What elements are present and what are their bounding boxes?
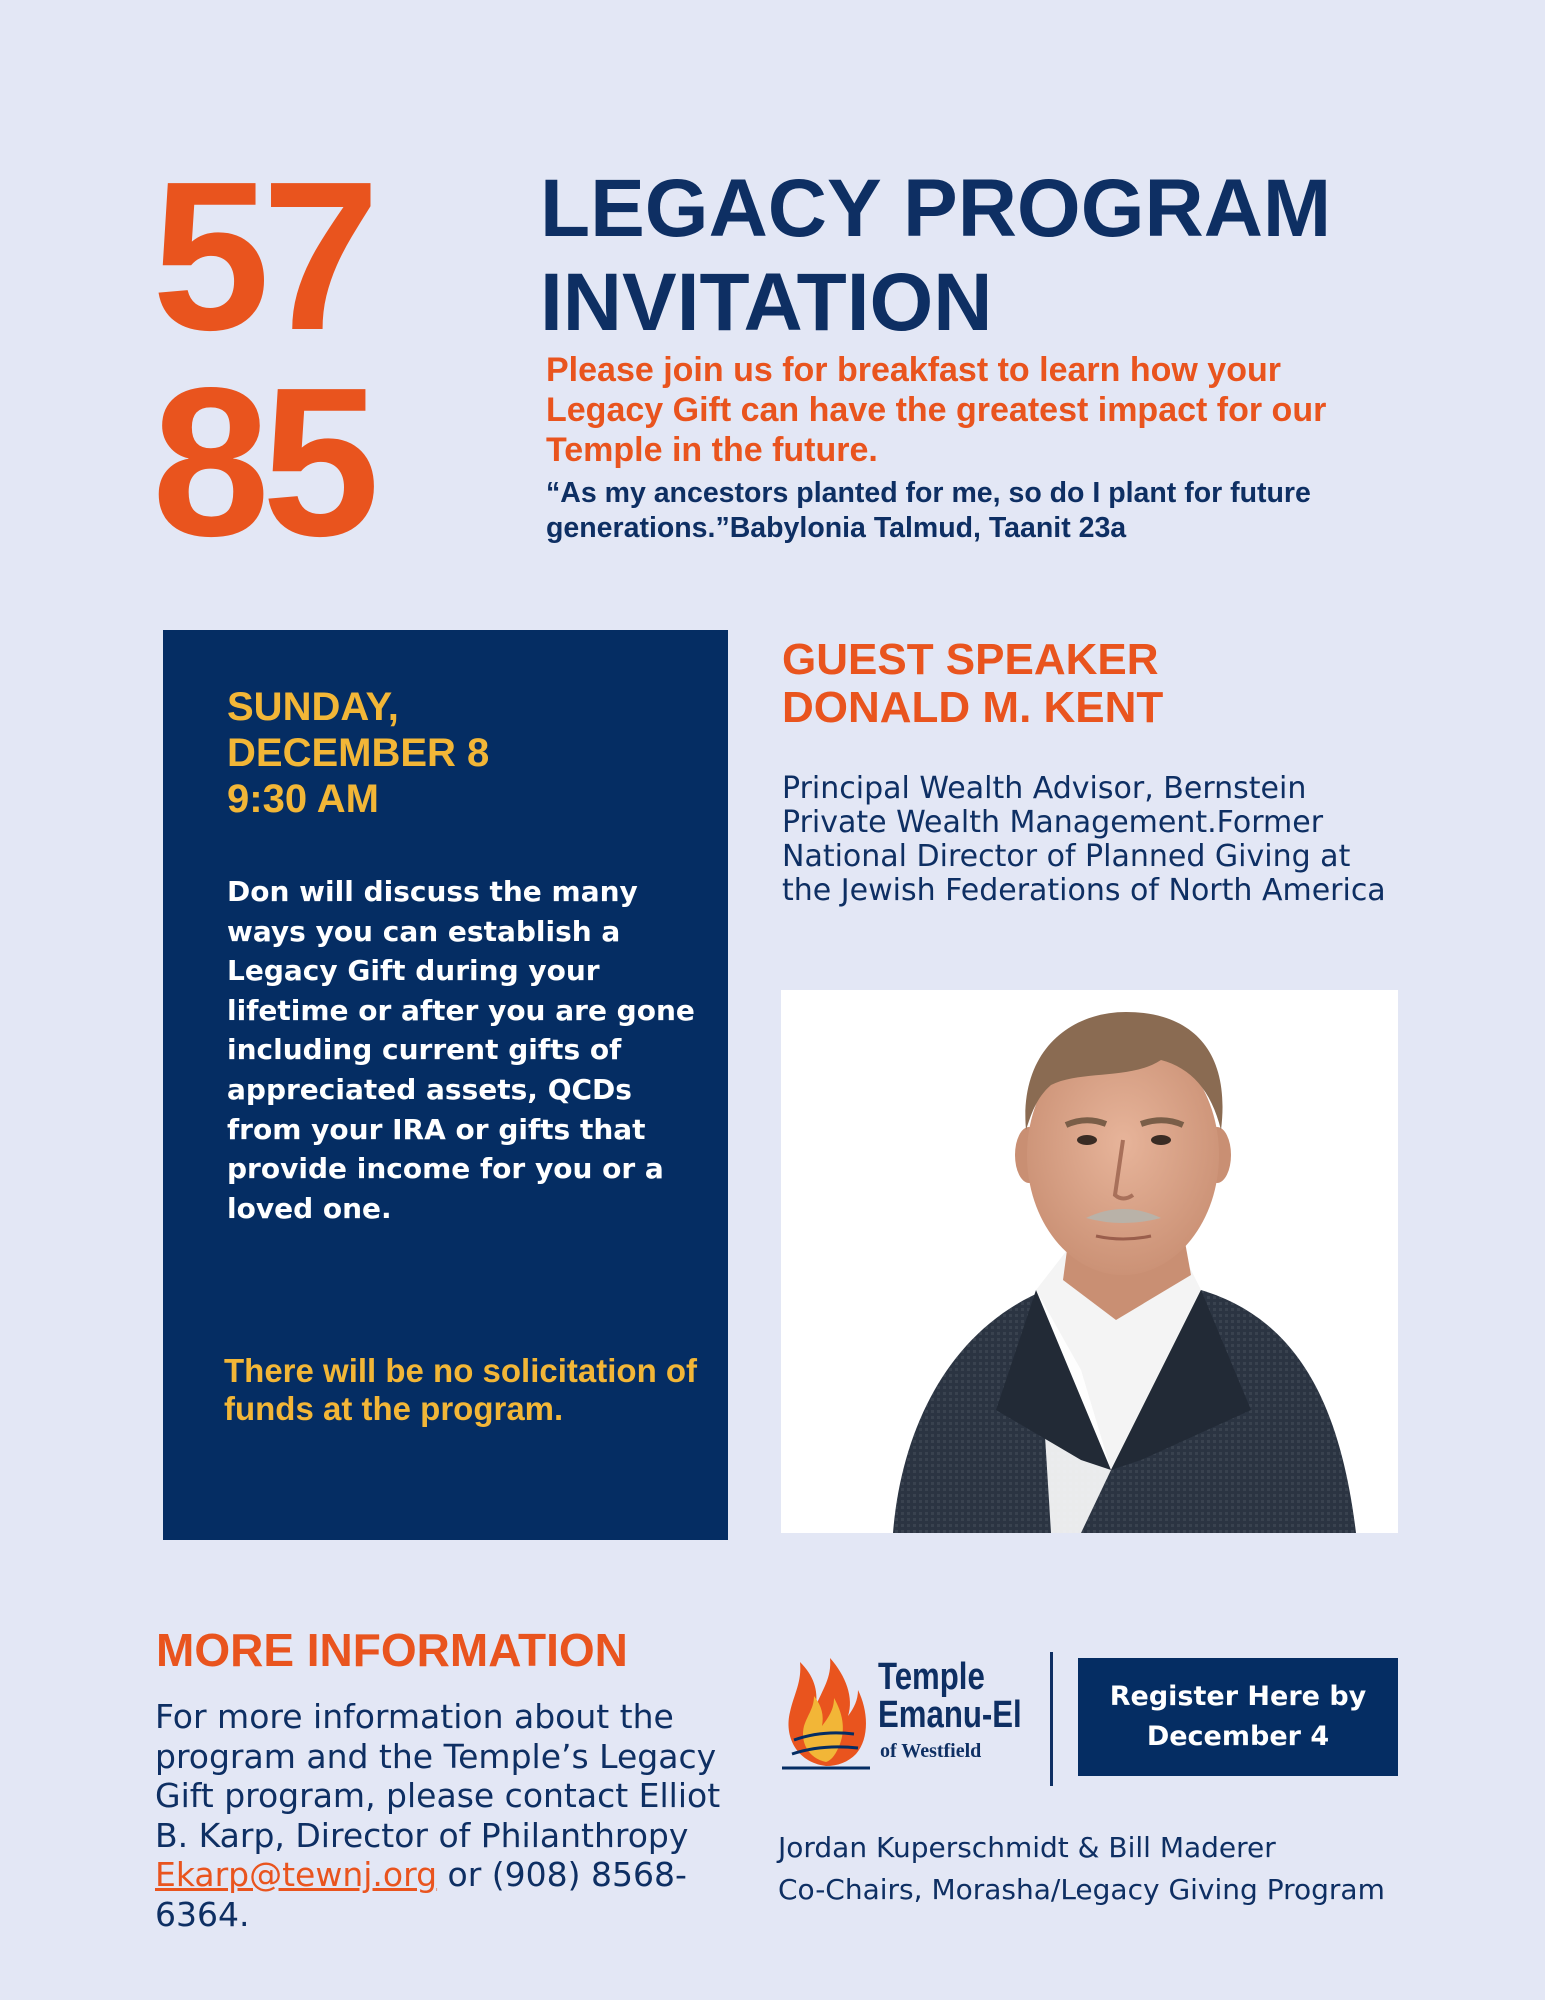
flame-icon (782, 1654, 870, 1772)
temple-logo (782, 1654, 1062, 1774)
logo-line-2: Emanu-El (878, 1694, 1022, 1736)
co-chairs-title: Co-Chairs, Morasha/Legacy Giving Program (778, 1873, 1385, 1906)
more-info-body (155, 1697, 735, 1934)
register-line-1: Register Here by (1109, 1681, 1367, 1712)
event-description: Don will discuss the many ways you can establish a Legacy Gift during your lifetime or after you are gone including current gifts of appreciated assets, QCDs from your IRA or gifts that provide income for you or a loved one. (227, 875, 695, 1225)
contact-email-link[interactable]: Ekarp@tewnj.org (155, 1855, 438, 1894)
year-top: 57 (152, 137, 372, 374)
intro-text: Please join us for breakfast to learn how your Legacy Gift can have the greatest impact for our Temple in the future. (546, 351, 1327, 469)
speaker-label: GUEST SPEAKER (782, 635, 1159, 684)
logo-divider (1050, 1652, 1053, 1786)
event-datetime (227, 684, 707, 822)
logo-line-1: Temple (878, 1656, 985, 1698)
more-info-phone: or (908) 8568-6364. (155, 1855, 687, 1934)
speaker-portrait-illustration (781, 990, 1398, 1533)
more-info-heading: MORE INFORMATION (156, 1624, 628, 1676)
speaker-photo (781, 990, 1398, 1533)
event-note: There will be no solicitation of funds at the program. (224, 1352, 698, 1427)
speaker-name: DONALD M. KENT (782, 683, 1164, 732)
event-info-box (163, 630, 728, 1540)
speaker-bio: Principal Wealth Advisor, Bernstein Private Wealth Management.Former National Director of Planned Giving at the Jewish Federations of North America (782, 771, 1386, 908)
logo-wordmark (878, 1658, 1034, 1734)
more-info-text: For more information about the program and the Temple’s Legacy Gift program, please contact Elliot B. Karp, Director of Philanthropy (155, 1697, 721, 1855)
page-title-line-1: LEGACY PROGRAM (540, 163, 1332, 254)
register-button[interactable] (1078, 1658, 1398, 1776)
event-time: 9:30 AM (227, 777, 379, 821)
logo-line-3: of Westfield (880, 1740, 982, 1762)
co-chairs-names: Jordan Kuperschmidt & Bill Maderer (778, 1831, 1276, 1864)
event-day: SUNDAY, (227, 685, 399, 729)
event-date: DECEMBER 8 (227, 731, 490, 775)
co-chairs (778, 1827, 1498, 1911)
register-line-2: December 4 (1146, 1721, 1330, 1752)
page-title-line-2: INVITATION (540, 257, 993, 348)
speaker-heading (782, 636, 1502, 732)
talmud-quote: “As my ancestors planted for me, so do I plant for future generations.”Babylonia Talmud, Taanit 23a (546, 477, 1311, 544)
year-bottom: 85 (152, 343, 372, 580)
